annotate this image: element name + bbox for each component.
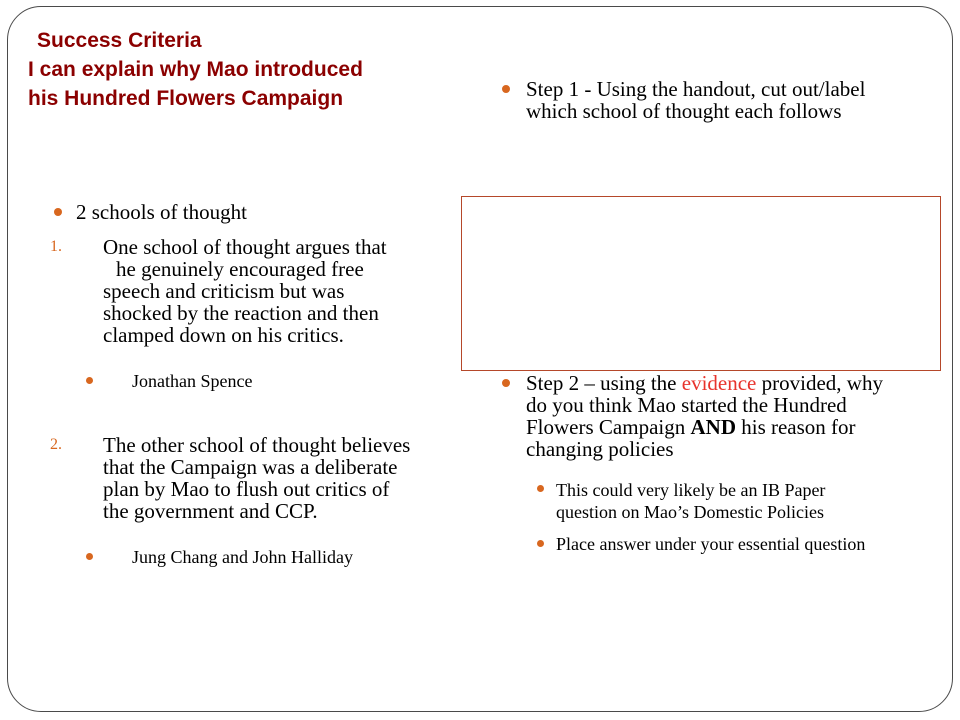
- evidence-highlight: evidence: [681, 371, 757, 395]
- title-line-1: Success Criteria: [37, 29, 202, 52]
- bullet-dot: [86, 553, 93, 560]
- step-two-line: changing policies: [526, 437, 674, 461]
- school-one-line: he genuinely encouraged free: [116, 257, 364, 281]
- school-one-line: shocked by the reaction and then: [103, 301, 379, 325]
- title-line-3: his Hundred Flowers Campaign: [28, 87, 344, 110]
- subbullet-line: question on Mao’s Domestic Policies: [556, 502, 824, 522]
- schools-heading: 2 schools of thought: [76, 200, 247, 224]
- step-one-text: [526, 78, 865, 122]
- item-number: 2.: [50, 436, 62, 453]
- bullet-dot: [54, 208, 62, 216]
- step-two-text: [526, 372, 883, 460]
- item-number: 1.: [50, 238, 62, 255]
- school-one-line: One school of thought argues that: [103, 235, 387, 259]
- step-two-line: do you think Mao started the Hundred: [526, 393, 847, 417]
- step-one-line: which school of thought each follows: [526, 99, 842, 123]
- and-emphasis: AND: [690, 415, 736, 439]
- empty-answer-box: [461, 196, 941, 371]
- school-one-line: clamped down on his critics.: [103, 323, 344, 347]
- historian-chang-halliday: Jung Chang and John Halliday: [132, 547, 353, 567]
- subbullet-line: This could very likely be an IB Paper: [556, 480, 826, 500]
- bullet-dot: [537, 485, 544, 492]
- school-two-line: that the Campaign was a deliberate: [103, 455, 398, 479]
- bullet-dot: [502, 379, 510, 387]
- step-two-line: Step 2 – using the evidence provided, why: [526, 371, 883, 395]
- subbullet-ib-paper: [556, 479, 825, 523]
- step-two-line: Flowers Campaign AND his reason for: [526, 415, 856, 439]
- bullet-dot: [537, 540, 544, 547]
- school-one-line: speech and criticism but was: [103, 279, 345, 303]
- school-two-text: [103, 434, 410, 522]
- bullet-dot: [86, 377, 93, 384]
- school-one-text: [103, 236, 387, 346]
- step-one-line: Step 1 - Using the handout, cut out/label: [526, 77, 866, 101]
- historian-spence: Jonathan Spence: [132, 371, 253, 391]
- title-line-2: I can explain why Mao introduced: [28, 58, 363, 81]
- school-two-line: plan by Mao to flush out critics of: [103, 477, 390, 501]
- school-two-line: the government and CCP.: [103, 499, 318, 523]
- slide-title: [28, 26, 363, 113]
- subbullet-essential-question: Place answer under your essential question: [556, 534, 866, 554]
- school-two-line: The other school of thought believes: [103, 433, 411, 457]
- bullet-dot: [502, 85, 510, 93]
